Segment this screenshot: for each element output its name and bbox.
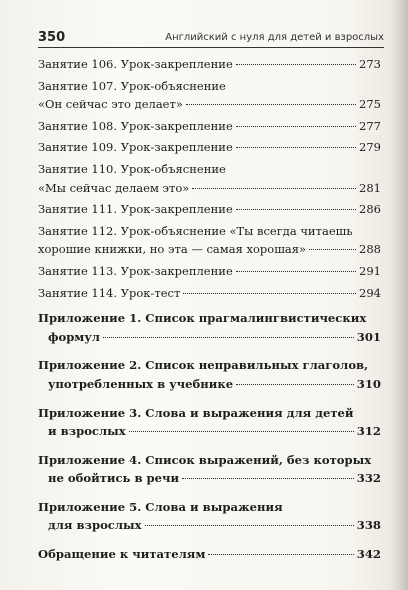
toc-entry-title: Обращение к читателям [38,547,206,562]
dot-leader [208,554,353,555]
toc-page-number: 279 [359,140,381,155]
toc-entry-title: Приложение 2. Список неправильных глаголов, [38,358,369,373]
dot-leader [183,293,356,294]
dot-leader [236,126,356,127]
toc-entry-subtitle: не обойтись в речи [48,471,180,486]
toc-entry-subtitle: хорошие книжки, но эта — самая хорошая» [38,242,307,257]
toc-entry-title: Занятие 114. Урок-тест [38,285,181,300]
toc-entry-address-to-readers [38,545,381,564]
dot-leader [309,249,356,250]
toc-page-number: 273 [359,57,381,71]
toc-entry-lesson-108 [38,117,381,136]
toc-page-number: 332 [356,471,381,486]
toc-entry-appendix-3 [38,404,381,441]
toc-page-number: 275 [359,97,381,112]
toc-entry-title: Занятие 110. Урок-объяснение [38,161,226,176]
toc-entry-lesson-110 [38,160,381,197]
dot-leader [129,431,354,432]
toc-entry-lesson-113 [38,262,381,281]
dot-leader [192,188,356,189]
running-title: Английский с нуля для детей и взрослых [165,32,384,43]
toc-entry-appendix-1 [38,309,381,346]
toc-entry-lesson-111 [38,200,381,219]
dot-leader [236,147,356,148]
toc-page-number: 277 [359,118,381,133]
page-number: 350 [38,30,66,45]
dot-leader [236,64,356,65]
table-of-contents [38,55,381,567]
toc-entry-title: Занятие 109. Урок-закрепление [38,140,233,155]
dot-leader [236,384,354,385]
toc-entry-lesson-107 [38,77,381,114]
dot-leader [145,525,354,526]
toc-entry-title: Занятие 113. Урок-закрепление [38,263,233,278]
toc-entry-title: Приложение 1. Список прагмалингвистических [38,311,367,326]
toc-entry-appendix-2 [38,356,381,393]
toc-page-number: 291 [359,263,381,278]
toc-page-number: 338 [356,518,381,533]
toc-page-number: 301 [356,329,381,344]
toc-entry-title: Занятие 107. Урок-объяснение [38,78,226,93]
toc-entry-subtitle: и взрослых [48,424,126,439]
page-header [38,28,384,48]
toc-entry-title: Занятие 112. Урок-объяснение «Ты всегда читаешь [38,223,353,238]
header-rule [38,47,384,48]
toc-entry-lesson-114 [38,284,381,303]
dot-leader [236,209,356,210]
toc-entry-title: Занятие 111. Урок-закрепление [38,202,233,217]
dot-leader [186,104,356,105]
toc-entry-subtitle: формул [48,329,100,344]
toc-entry-title: Занятие 106. Урок-закрепление [38,57,233,71]
toc-entry-subtitle: «Мы сейчас делаем это» [38,180,190,195]
toc-entry-lesson-112 [38,222,381,259]
dot-leader [236,271,356,272]
toc-entry-lesson-109 [38,138,381,157]
dot-leader [182,478,354,479]
toc-page-number: 312 [356,424,381,439]
toc-entry-title: Приложение 3. Слова и выражения для детей [38,405,354,420]
toc-page-number: 342 [356,547,381,562]
toc-entry-appendix-5 [38,498,381,535]
toc-entry-subtitle: употребленных в учебнике [48,376,234,391]
toc-entry-title: Приложение 4. Список выражений, без которых [38,452,372,467]
toc-page-number: 294 [359,285,381,300]
page-edge-shadow [390,0,408,590]
toc-page-number: 281 [359,180,381,195]
toc-entry-subtitle: «Он сейчас это делает» [38,97,183,112]
toc-page-number: 288 [359,242,381,257]
toc-entry-lesson-106 [38,55,381,74]
toc-page-number: 310 [356,376,381,391]
dot-leader [103,337,354,338]
toc-entry-subtitle: для взрослых [48,518,142,533]
toc-entry-appendix-4 [38,451,381,488]
toc-page-number: 286 [359,202,381,217]
toc-entry-title: Приложение 5. Слова и выражения [38,499,283,514]
toc-entry-title: Занятие 108. Урок-закрепление [38,118,233,133]
